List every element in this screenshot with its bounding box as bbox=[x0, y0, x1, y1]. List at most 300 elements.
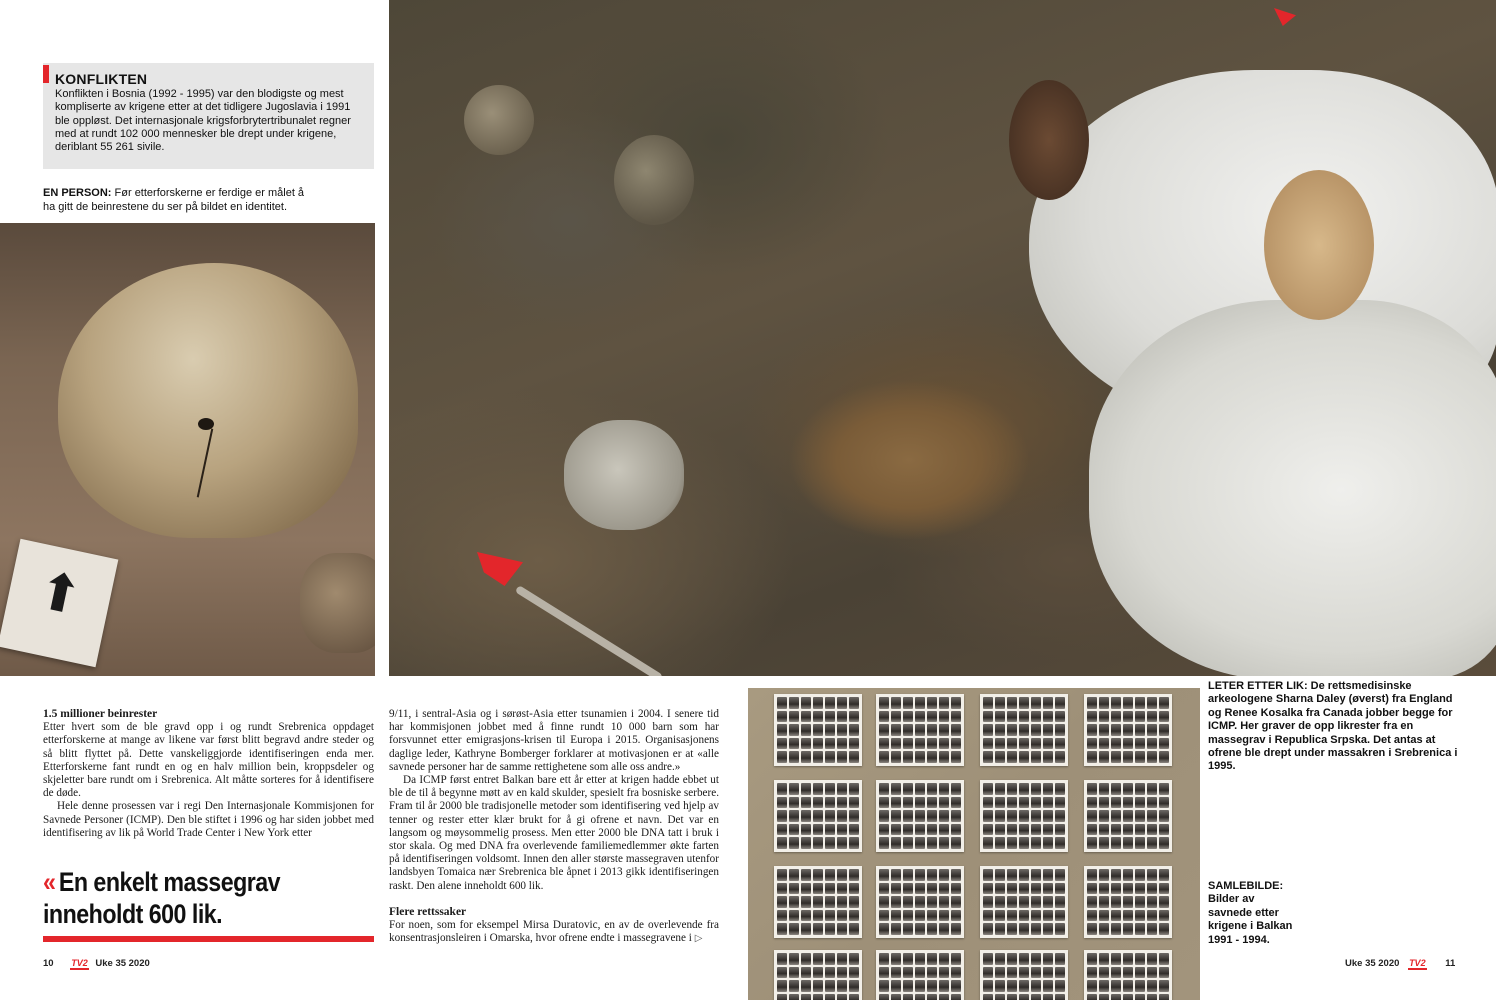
portrait-thumbnail bbox=[1043, 994, 1053, 1000]
portrait-thumbnail bbox=[1135, 738, 1145, 750]
portrait-thumbnail bbox=[915, 967, 925, 979]
portrait-thumbnail bbox=[1087, 896, 1097, 908]
portrait-thumbnail bbox=[891, 711, 901, 723]
portrait-thumbnail bbox=[927, 967, 937, 979]
portrait-thumbnail bbox=[825, 797, 835, 809]
portrait-thumbnail bbox=[1031, 967, 1041, 979]
portrait-thumbnail bbox=[915, 738, 925, 750]
portrait-thumbnail bbox=[1055, 810, 1065, 822]
portrait-thumbnail bbox=[879, 797, 889, 809]
portrait-thumbnail bbox=[927, 910, 937, 922]
portrait-thumbnail bbox=[1159, 797, 1169, 809]
portrait-thumbnail bbox=[1055, 883, 1065, 895]
portrait-thumbnail bbox=[879, 711, 889, 723]
portrait-thumbnail bbox=[777, 883, 787, 895]
portrait-thumbnail bbox=[825, 783, 835, 795]
portrait-thumbnail bbox=[1031, 783, 1041, 795]
portrait-thumbnail bbox=[777, 923, 787, 935]
portrait-thumbnail bbox=[849, 923, 859, 935]
portrait-thumbnail bbox=[891, 883, 901, 895]
portrait-thumbnail bbox=[1031, 923, 1041, 935]
portrait-thumbnail bbox=[1123, 751, 1133, 763]
portrait-thumbnail bbox=[927, 738, 937, 750]
portrait-thumbnail bbox=[801, 883, 811, 895]
portrait-thumbnail bbox=[1159, 869, 1169, 881]
portrait-thumbnail bbox=[837, 724, 847, 736]
portrait-thumbnail bbox=[1043, 824, 1053, 836]
portrait-thumbnail bbox=[801, 980, 811, 992]
arrow-up-icon: ⬆ bbox=[32, 560, 88, 628]
portrait-thumbnail bbox=[1135, 910, 1145, 922]
portrait-thumbnail bbox=[1019, 883, 1029, 895]
article-paragraph: Hele denne prosessen var i regi Den Internasjonale Kommisjonen for Savnede Personer (ICMP). Den ble stiftet i 1996 og har siden jobbet med identifisering av lik på World Trade Center i New York etter bbox=[43, 800, 374, 839]
portrait-thumbnail bbox=[891, 896, 901, 908]
photo-skull bbox=[0, 223, 375, 676]
continue-arrow-icon: ▷ bbox=[694, 933, 703, 945]
portrait-thumbnail bbox=[1099, 724, 1109, 736]
photo-detail-bag bbox=[564, 420, 684, 530]
photo-sheet bbox=[980, 950, 1068, 1000]
portrait-thumbnail bbox=[951, 697, 961, 709]
portrait-thumbnail bbox=[1087, 797, 1097, 809]
portrait-thumbnail bbox=[983, 910, 993, 922]
portrait-thumbnail bbox=[983, 883, 993, 895]
portrait-thumbnail bbox=[1055, 711, 1065, 723]
portrait-thumbnail bbox=[1111, 980, 1121, 992]
portrait-thumbnail bbox=[825, 738, 835, 750]
portrait-thumbnail bbox=[1123, 953, 1133, 965]
portrait-thumbnail bbox=[837, 923, 847, 935]
portrait-thumbnail bbox=[1135, 783, 1145, 795]
portrait-thumbnail bbox=[1135, 967, 1145, 979]
portrait-thumbnail bbox=[777, 738, 787, 750]
portrait-thumbnail bbox=[1147, 953, 1157, 965]
portrait-thumbnail bbox=[837, 883, 847, 895]
portrait-thumbnail bbox=[1147, 980, 1157, 992]
portrait-thumbnail bbox=[1135, 797, 1145, 809]
portrait-thumbnail bbox=[1147, 738, 1157, 750]
portrait-thumbnail bbox=[849, 994, 859, 1000]
portrait-thumbnail bbox=[1043, 980, 1053, 992]
portrait-thumbnail bbox=[879, 896, 889, 908]
portrait-thumbnail bbox=[789, 923, 799, 935]
portrait-thumbnail bbox=[891, 837, 901, 849]
photo-wall-of-missing bbox=[748, 688, 1200, 1000]
portrait-thumbnail bbox=[1031, 824, 1041, 836]
portrait-thumbnail bbox=[915, 751, 925, 763]
portrait-thumbnail bbox=[891, 824, 901, 836]
portrait-thumbnail bbox=[837, 751, 847, 763]
portrait-thumbnail bbox=[903, 910, 913, 922]
portrait-thumbnail bbox=[1135, 697, 1145, 709]
portrait-thumbnail bbox=[1055, 953, 1065, 965]
portrait-thumbnail bbox=[1147, 883, 1157, 895]
portrait-thumbnail bbox=[1019, 797, 1029, 809]
footer-left bbox=[43, 958, 150, 970]
portrait-thumbnail bbox=[813, 738, 823, 750]
portrait-thumbnail bbox=[915, 869, 925, 881]
portrait-thumbnail bbox=[927, 697, 937, 709]
portrait-thumbnail bbox=[777, 837, 787, 849]
photo-detail-head bbox=[1264, 170, 1374, 320]
portrait-thumbnail bbox=[1123, 896, 1133, 908]
portrait-thumbnail bbox=[1007, 896, 1017, 908]
portrait-thumbnail bbox=[1031, 738, 1041, 750]
portrait-thumbnail bbox=[995, 923, 1005, 935]
portrait-thumbnail bbox=[1055, 896, 1065, 908]
portrait-thumbnail bbox=[1099, 711, 1109, 723]
portrait-thumbnail bbox=[879, 697, 889, 709]
portrait-thumbnail bbox=[1019, 953, 1029, 965]
portrait-thumbnail bbox=[789, 896, 799, 908]
portrait-thumbnail bbox=[903, 967, 913, 979]
portrait-thumbnail bbox=[1099, 797, 1109, 809]
portrait-thumbnail bbox=[1135, 751, 1145, 763]
portrait-thumbnail bbox=[939, 810, 949, 822]
portrait-thumbnail bbox=[1087, 883, 1097, 895]
portrait-thumbnail bbox=[849, 738, 859, 750]
portrait-thumbnail bbox=[915, 837, 925, 849]
caption-wall-text: Bilder av savnede etter krigene i Balkan 1991 - 1994. bbox=[1208, 893, 1293, 946]
portrait-thumbnail bbox=[1055, 697, 1065, 709]
portrait-thumbnail bbox=[1123, 869, 1133, 881]
portrait-thumbnail bbox=[1147, 910, 1157, 922]
portrait-thumbnail bbox=[995, 824, 1005, 836]
portrait-thumbnail bbox=[1007, 797, 1017, 809]
portrait-thumbnail bbox=[1087, 967, 1097, 979]
portrait-thumbnail bbox=[813, 967, 823, 979]
portrait-thumbnail bbox=[1007, 923, 1017, 935]
portrait-thumbnail bbox=[879, 994, 889, 1000]
portrait-thumbnail bbox=[995, 697, 1005, 709]
portrait-thumbnail bbox=[1099, 896, 1109, 908]
portrait-thumbnail bbox=[825, 910, 835, 922]
portrait-thumbnail bbox=[951, 953, 961, 965]
portrait-thumbnail bbox=[879, 883, 889, 895]
portrait-thumbnail bbox=[1147, 824, 1157, 836]
photo-sheet bbox=[1084, 780, 1172, 852]
portrait-thumbnail bbox=[1123, 910, 1133, 922]
portrait-thumbnail bbox=[939, 783, 949, 795]
portrait-thumbnail bbox=[1135, 810, 1145, 822]
portrait-thumbnail bbox=[813, 923, 823, 935]
portrait-thumbnail bbox=[849, 711, 859, 723]
portrait-thumbnail bbox=[1135, 923, 1145, 935]
portrait-thumbnail bbox=[1147, 724, 1157, 736]
portrait-thumbnail bbox=[1111, 724, 1121, 736]
portrait-thumbnail bbox=[903, 824, 913, 836]
photo-detail-investigator bbox=[1089, 300, 1496, 676]
portrait-thumbnail bbox=[891, 810, 901, 822]
portrait-thumbnail bbox=[983, 783, 993, 795]
portrait-thumbnail bbox=[939, 883, 949, 895]
portrait-thumbnail bbox=[1123, 783, 1133, 795]
portrait-thumbnail bbox=[879, 967, 889, 979]
portrait-thumbnail bbox=[813, 824, 823, 836]
portrait-thumbnail bbox=[1135, 711, 1145, 723]
portrait-thumbnail bbox=[1019, 824, 1029, 836]
photo-sheet bbox=[876, 866, 964, 938]
portrait-thumbnail bbox=[1031, 896, 1041, 908]
portrait-thumbnail bbox=[1043, 724, 1053, 736]
portrait-thumbnail bbox=[983, 697, 993, 709]
portrait-thumbnail bbox=[825, 883, 835, 895]
portrait-thumbnail bbox=[1007, 751, 1017, 763]
portrait-thumbnail bbox=[903, 994, 913, 1000]
portrait-thumbnail bbox=[995, 980, 1005, 992]
portrait-thumbnail bbox=[837, 869, 847, 881]
portrait-thumbnail bbox=[1111, 711, 1121, 723]
portrait-thumbnail bbox=[1007, 837, 1017, 849]
portrait-thumbnail bbox=[1147, 967, 1157, 979]
portrait-thumbnail bbox=[951, 810, 961, 822]
portrait-thumbnail bbox=[1147, 751, 1157, 763]
portrait-thumbnail bbox=[1043, 837, 1053, 849]
caption-main-label: LETER ETTER LIK: bbox=[1208, 680, 1308, 692]
portrait-thumbnail bbox=[813, 810, 823, 822]
portrait-thumbnail bbox=[915, 953, 925, 965]
portrait-thumbnail bbox=[1087, 994, 1097, 1000]
portrait-thumbnail bbox=[849, 824, 859, 836]
photo-sheet bbox=[774, 780, 862, 852]
portrait-thumbnail bbox=[837, 783, 847, 795]
pull-quote bbox=[43, 866, 328, 930]
portrait-thumbnail bbox=[801, 953, 811, 965]
article-paragraph: 9/11, i sentral-Asia og i sørøst-Asia etter tsunamien i 2004. I senere tid har kommisjonen jobbet med å finne rundt 10 000 barn som har forsvunnet etter emigrasjons-krisen til Europa i 2015. Organisasjonens daglige leder, Kathryne Bomberger forklarer at motivasjonen er at «alle savnede personer har de samme rettighetene som alle oss andre.» bbox=[389, 708, 719, 773]
portrait-thumbnail bbox=[903, 837, 913, 849]
portrait-thumbnail bbox=[915, 883, 925, 895]
portrait-thumbnail bbox=[891, 923, 901, 935]
portrait-thumbnail bbox=[801, 697, 811, 709]
photo-detail-red-flag bbox=[1274, 8, 1296, 26]
portrait-thumbnail bbox=[801, 923, 811, 935]
portrait-thumbnail bbox=[1031, 797, 1041, 809]
portrait-thumbnail bbox=[903, 783, 913, 795]
portrait-thumbnail bbox=[939, 711, 949, 723]
portrait-thumbnail bbox=[1159, 738, 1169, 750]
portrait-thumbnail bbox=[1159, 980, 1169, 992]
portrait-thumbnail bbox=[801, 783, 811, 795]
portrait-thumbnail bbox=[777, 980, 787, 992]
portrait-thumbnail bbox=[825, 810, 835, 822]
portrait-thumbnail bbox=[891, 783, 901, 795]
portrait-thumbnail bbox=[777, 783, 787, 795]
portrait-thumbnail bbox=[995, 896, 1005, 908]
portrait-thumbnail bbox=[1055, 980, 1065, 992]
portrait-thumbnail bbox=[939, 738, 949, 750]
fact-box-accent bbox=[43, 65, 49, 83]
photo-sheet bbox=[980, 866, 1068, 938]
portrait-thumbnail bbox=[983, 751, 993, 763]
portrait-thumbnail bbox=[825, 923, 835, 935]
portrait-thumbnail bbox=[1159, 783, 1169, 795]
portrait-thumbnail bbox=[891, 953, 901, 965]
portrait-thumbnail bbox=[1055, 910, 1065, 922]
photo-sheet bbox=[876, 950, 964, 1000]
portrait-thumbnail bbox=[1055, 837, 1065, 849]
portrait-thumbnail bbox=[951, 797, 961, 809]
portrait-thumbnail bbox=[1099, 910, 1109, 922]
portrait-thumbnail bbox=[1019, 724, 1029, 736]
portrait-thumbnail bbox=[995, 837, 1005, 849]
portrait-thumbnail bbox=[951, 837, 961, 849]
portrait-thumbnail bbox=[983, 824, 993, 836]
portrait-thumbnail bbox=[837, 711, 847, 723]
portrait-thumbnail bbox=[915, 797, 925, 809]
portrait-thumbnail bbox=[939, 869, 949, 881]
portrait-thumbnail bbox=[1043, 953, 1053, 965]
portrait-thumbnail bbox=[939, 994, 949, 1000]
portrait-thumbnail bbox=[927, 980, 937, 992]
portrait-thumbnail bbox=[903, 896, 913, 908]
portrait-thumbnail bbox=[1087, 910, 1097, 922]
portrait-thumbnail bbox=[1111, 953, 1121, 965]
portrait-thumbnail bbox=[1007, 711, 1017, 723]
portrait-thumbnail bbox=[1019, 967, 1029, 979]
photo-sheet bbox=[980, 780, 1068, 852]
portrait-thumbnail bbox=[777, 810, 787, 822]
portrait-thumbnail bbox=[1159, 837, 1169, 849]
portrait-thumbnail bbox=[1019, 738, 1029, 750]
caption-main-text: De rettsmedisinske arkeologene Sharna Daley (øverst) fra England og Renee Kosalka fra Canada jobber begge for ICMP. Her graver de opp likrester fra en massegrav i Republica Srpska. Det antas at ofrene ble drept under massakren i Srebrenica i 1995. bbox=[1208, 680, 1458, 773]
portrait-thumbnail bbox=[915, 994, 925, 1000]
portrait-thumbnail bbox=[1099, 837, 1109, 849]
portrait-thumbnail bbox=[1111, 797, 1121, 809]
portrait-thumbnail bbox=[813, 869, 823, 881]
portrait-thumbnail bbox=[879, 724, 889, 736]
portrait-thumbnail bbox=[891, 967, 901, 979]
portrait-thumbnail bbox=[1123, 724, 1133, 736]
portrait-thumbnail bbox=[927, 810, 937, 822]
portrait-thumbnail bbox=[813, 953, 823, 965]
portrait-thumbnail bbox=[837, 994, 847, 1000]
portrait-thumbnail bbox=[789, 711, 799, 723]
portrait-thumbnail bbox=[1159, 896, 1169, 908]
portrait-thumbnail bbox=[1043, 923, 1053, 935]
portrait-thumbnail bbox=[1087, 953, 1097, 965]
portrait-thumbnail bbox=[995, 883, 1005, 895]
portrait-thumbnail bbox=[1087, 824, 1097, 836]
portrait-thumbnail bbox=[983, 711, 993, 723]
footer-right bbox=[1345, 958, 1455, 970]
portrait-thumbnail bbox=[849, 980, 859, 992]
portrait-thumbnail bbox=[1087, 837, 1097, 849]
portrait-thumbnail bbox=[825, 869, 835, 881]
portrait-thumbnail bbox=[995, 738, 1005, 750]
portrait-thumbnail bbox=[983, 738, 993, 750]
portrait-thumbnail bbox=[1007, 953, 1017, 965]
portrait-thumbnail bbox=[837, 896, 847, 908]
portrait-thumbnail bbox=[1055, 751, 1065, 763]
portrait-thumbnail bbox=[1147, 869, 1157, 881]
portrait-thumbnail bbox=[1111, 967, 1121, 979]
portrait-thumbnail bbox=[983, 923, 993, 935]
portrait-thumbnail bbox=[1111, 994, 1121, 1000]
portrait-thumbnail bbox=[837, 797, 847, 809]
portrait-thumbnail bbox=[939, 980, 949, 992]
portrait-thumbnail bbox=[813, 883, 823, 895]
portrait-thumbnail bbox=[837, 953, 847, 965]
portrait-thumbnail bbox=[849, 953, 859, 965]
portrait-thumbnail bbox=[849, 797, 859, 809]
portrait-thumbnail bbox=[951, 980, 961, 992]
portrait-thumbnail bbox=[1111, 738, 1121, 750]
portrait-thumbnail bbox=[777, 751, 787, 763]
portrait-thumbnail bbox=[1135, 980, 1145, 992]
portrait-thumbnail bbox=[1099, 810, 1109, 822]
portrait-thumbnail bbox=[849, 810, 859, 822]
portrait-thumbnail bbox=[927, 923, 937, 935]
portrait-thumbnail bbox=[1147, 711, 1157, 723]
portrait-thumbnail bbox=[1159, 711, 1169, 723]
portrait-thumbnail bbox=[1111, 910, 1121, 922]
portrait-thumbnail bbox=[903, 869, 913, 881]
portrait-thumbnail bbox=[951, 711, 961, 723]
portrait-thumbnail bbox=[891, 910, 901, 922]
portrait-thumbnail bbox=[813, 711, 823, 723]
photo-sheet bbox=[980, 694, 1068, 766]
portrait-thumbnail bbox=[915, 783, 925, 795]
portrait-thumbnail bbox=[1087, 724, 1097, 736]
portrait-thumbnail bbox=[939, 824, 949, 836]
fact-box bbox=[43, 63, 374, 169]
portrait-thumbnail bbox=[1123, 883, 1133, 895]
portrait-thumbnail bbox=[1099, 824, 1109, 836]
portrait-thumbnail bbox=[1087, 923, 1097, 935]
portrait-thumbnail bbox=[1031, 869, 1041, 881]
portrait-thumbnail bbox=[1123, 824, 1133, 836]
portrait-thumbnail bbox=[1007, 810, 1017, 822]
portrait-thumbnail bbox=[983, 980, 993, 992]
portrait-thumbnail bbox=[891, 738, 901, 750]
photo-sheet bbox=[876, 780, 964, 852]
portrait-thumbnail bbox=[879, 953, 889, 965]
photo-sheet bbox=[774, 950, 862, 1000]
portrait-thumbnail bbox=[801, 751, 811, 763]
portrait-thumbnail bbox=[1019, 837, 1029, 849]
caption-person bbox=[43, 186, 311, 214]
photo-sheet bbox=[876, 694, 964, 766]
portrait-thumbnail bbox=[801, 994, 811, 1000]
photo-forensic-excavation bbox=[389, 0, 1496, 676]
portrait-thumbnail bbox=[837, 980, 847, 992]
portrait-thumbnail bbox=[939, 751, 949, 763]
portrait-thumbnail bbox=[1043, 738, 1053, 750]
portrait-thumbnail bbox=[849, 751, 859, 763]
portrait-thumbnail bbox=[1147, 697, 1157, 709]
portrait-thumbnail bbox=[879, 751, 889, 763]
portrait-thumbnail bbox=[891, 697, 901, 709]
portrait-thumbnail bbox=[777, 910, 787, 922]
portrait-thumbnail bbox=[1135, 883, 1145, 895]
portrait-thumbnail bbox=[927, 896, 937, 908]
portrait-thumbnail bbox=[1043, 883, 1053, 895]
portrait-thumbnail bbox=[939, 953, 949, 965]
portrait-thumbnail bbox=[983, 953, 993, 965]
portrait-thumbnail bbox=[813, 783, 823, 795]
portrait-thumbnail bbox=[777, 953, 787, 965]
portrait-thumbnail bbox=[1007, 967, 1017, 979]
portrait-thumbnail bbox=[1019, 711, 1029, 723]
portrait-thumbnail bbox=[1111, 824, 1121, 836]
portrait-thumbnail bbox=[801, 810, 811, 822]
portrait-thumbnail bbox=[801, 967, 811, 979]
portrait-thumbnail bbox=[891, 994, 901, 1000]
portrait-thumbnail bbox=[1087, 783, 1097, 795]
portrait-thumbnail bbox=[837, 738, 847, 750]
portrait-thumbnail bbox=[801, 797, 811, 809]
photo-sheet bbox=[1084, 950, 1172, 1000]
